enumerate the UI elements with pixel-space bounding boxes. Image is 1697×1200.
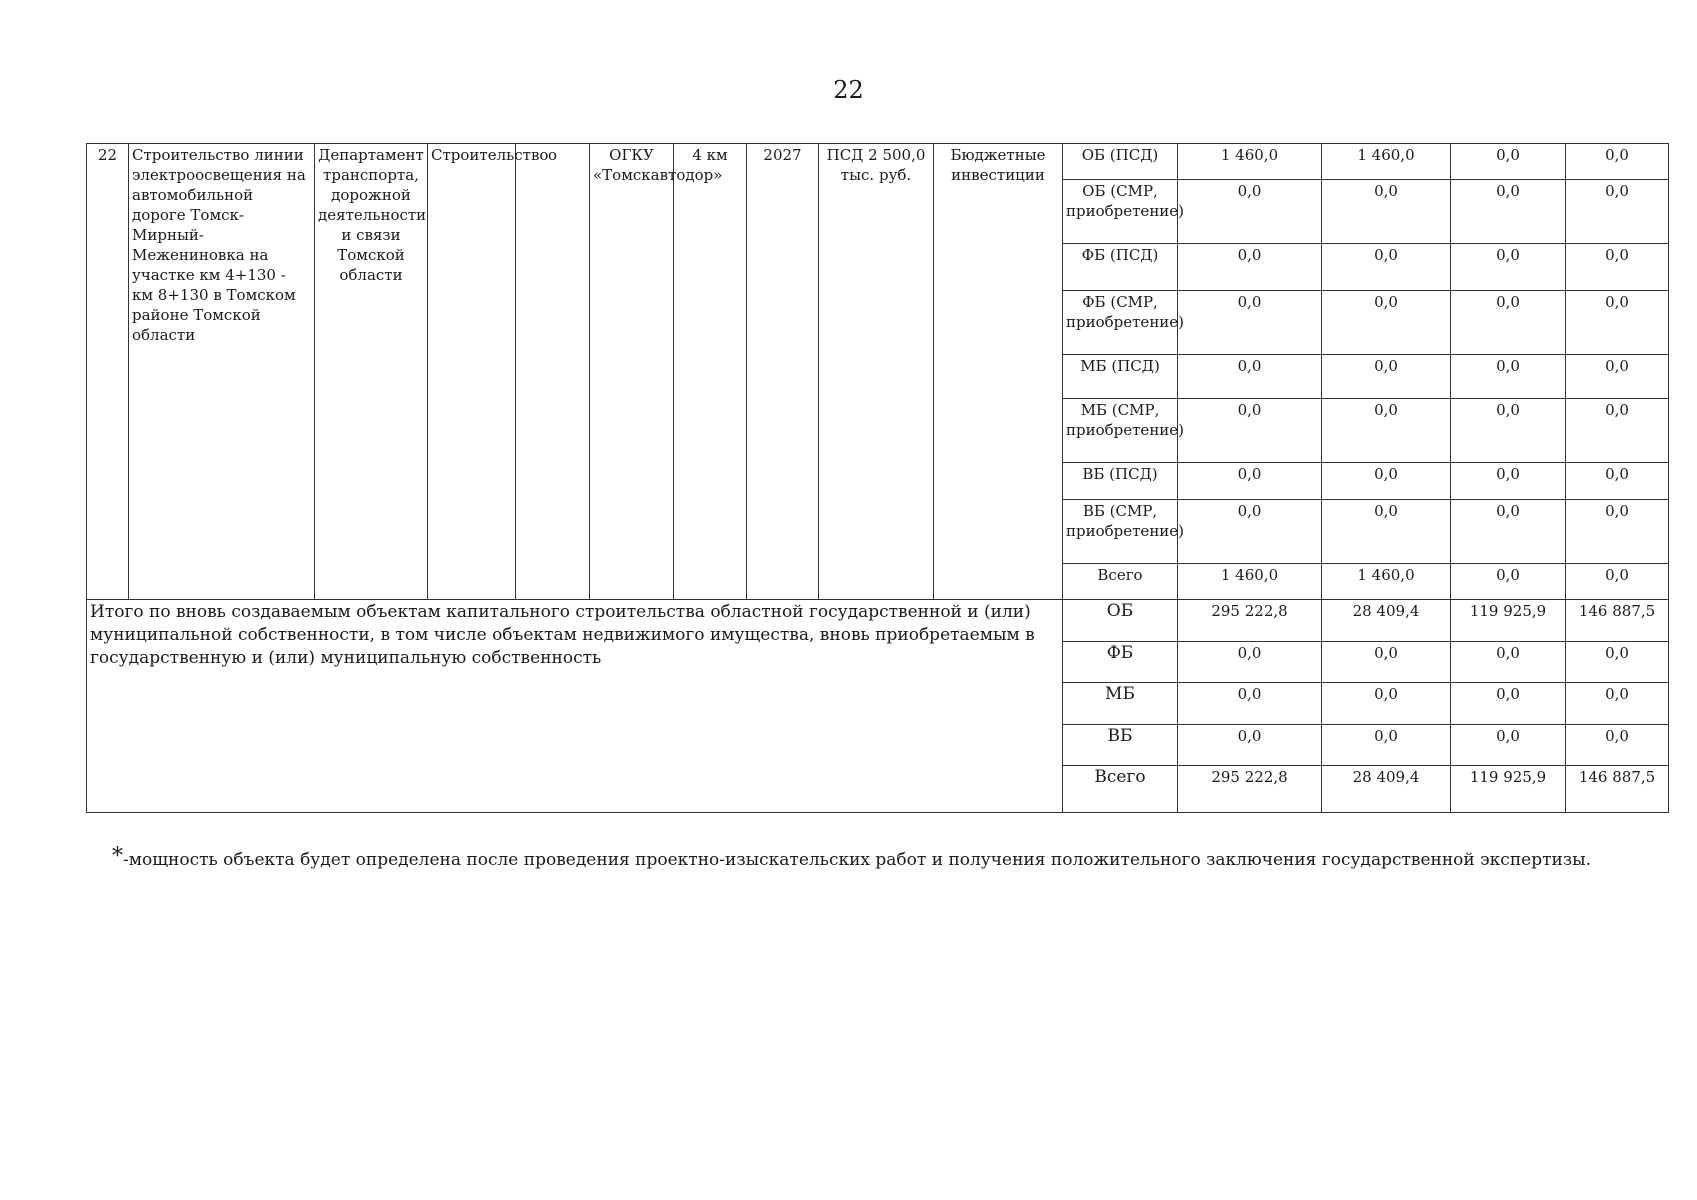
summary-amount-year-2: 0,0 (1451, 683, 1566, 725)
amount-total: 0,0 (1178, 399, 1322, 463)
amount-year-1: 1 460,0 (1322, 564, 1451, 600)
summary-amount-total: 0,0 (1178, 725, 1322, 766)
amount-year-2: 0,0 (1451, 399, 1566, 463)
amount-year-1: 0,0 (1322, 355, 1451, 399)
capacity: 4 км (674, 144, 747, 600)
amount-year-3: 0,0 (1566, 399, 1669, 463)
object-name: Строительство линии электроосвещения на автомобильной дороге Томск-Мирный-Межениновка на участке км 4+130 - км 8+130 в Томском районе Томской области (129, 144, 315, 600)
amount-year-2: 0,0 (1451, 180, 1566, 244)
summary-amount-total: 0,0 (1178, 642, 1322, 683)
funding-source: ВБ (ПСД) (1063, 463, 1178, 500)
funding-source: МБ (СМР, приобретение) (1063, 399, 1178, 463)
summary-amount-year-1: 0,0 (1322, 725, 1451, 766)
amount-year-3: 0,0 (1566, 244, 1669, 291)
amount-total: 1 460,0 (1178, 564, 1322, 600)
work-type: Строительство (428, 144, 516, 600)
footnote-text: -мощность объекта будет определена после проведения проектно-изыскательских работ и получения положительного заключения государственной экспертизы. (123, 850, 1592, 870)
summary-amount-year-2: 119 925,9 (1451, 600, 1566, 642)
amount-year-3: 0,0 (1566, 463, 1669, 500)
summary-amount-total: 295 222,8 (1178, 766, 1322, 813)
summary-amount-year-1: 0,0 (1322, 683, 1451, 725)
amount-year-3: 0,0 (1566, 291, 1669, 355)
investment-form: Бюджетные инвестиции (934, 144, 1063, 600)
amount-total: 0,0 (1178, 180, 1322, 244)
amount-year-3: 0,0 (1566, 144, 1669, 180)
summary-amount-year-3: 146 887,5 (1566, 600, 1669, 642)
amount-year-1: 0,0 (1322, 399, 1451, 463)
object-number: 22 (87, 144, 129, 600)
summary-amount-year-3: 0,0 (1566, 642, 1669, 683)
summary-amount-year-3: 146 887,5 (1566, 766, 1669, 813)
amount-year-2: 0,0 (1451, 244, 1566, 291)
summary-funding-source: Всего (1063, 766, 1178, 813)
responsible-department: Департамент транспорта, дорожной деятельности и связи Томской области (315, 144, 428, 600)
amount-year-2: 0,0 (1451, 144, 1566, 180)
summary-funding-source: ФБ (1063, 642, 1178, 683)
summary-amount-year-1: 28 409,4 (1322, 600, 1451, 642)
amount-total: 0,0 (1178, 463, 1322, 500)
amount-year-1: 0,0 (1322, 180, 1451, 244)
footnote (112, 846, 1591, 871)
funding-source: ФБ (ПСД) (1063, 244, 1178, 291)
amount-year-3: 0,0 (1566, 564, 1669, 600)
amount-year-3: 0,0 (1566, 355, 1669, 399)
property-form: о (516, 144, 590, 600)
summary-label: Итого по вновь создаваемым объектам капитального строительства областной государственной и (или) муниципальной собственности, в том числе объектам недвижимого имущества, вновь приобретаемым в государственную и (или) муниципальную собственность (87, 600, 1063, 813)
summary-amount-year-3: 0,0 (1566, 725, 1669, 766)
funding-source: ОБ (СМР, приобретение) (1063, 180, 1178, 244)
customer: ОГКУ «Томскавтодор» (590, 144, 674, 600)
summary-funding-source: ВБ (1063, 725, 1178, 766)
summary-amount-year-1: 0,0 (1322, 642, 1451, 683)
amount-year-3: 0,0 (1566, 180, 1669, 244)
amount-year-1: 0,0 (1322, 244, 1451, 291)
funding-source: ВБ (СМР, приобретение) (1063, 500, 1178, 564)
page-number: 22 (833, 76, 864, 104)
summary-amount-total: 0,0 (1178, 683, 1322, 725)
capital-construction-table (86, 143, 1669, 813)
summary-amount-year-2: 119 925,9 (1451, 766, 1566, 813)
funding-source: ФБ (СМР, приобретение) (1063, 291, 1178, 355)
amount-year-1: 0,0 (1322, 500, 1451, 564)
summary-funding-source: МБ (1063, 683, 1178, 725)
summary-amount-total: 295 222,8 (1178, 600, 1322, 642)
funding-source: Всего (1063, 564, 1178, 600)
completion-year: 2027 (747, 144, 819, 600)
amount-year-2: 0,0 (1451, 355, 1566, 399)
summary-amount-year-2: 0,0 (1451, 642, 1566, 683)
amount-year-2: 0,0 (1451, 564, 1566, 600)
estimated-cost: ПСД 2 500,0 тыс. руб. (819, 144, 934, 600)
summary-amount-year-3: 0,0 (1566, 683, 1669, 725)
footnote-marker: * (112, 844, 123, 869)
amount-year-2: 0,0 (1451, 291, 1566, 355)
amount-year-1: 1 460,0 (1322, 144, 1451, 180)
amount-total: 0,0 (1178, 291, 1322, 355)
summary-amount-year-1: 28 409,4 (1322, 766, 1451, 813)
amount-year-3: 0,0 (1566, 500, 1669, 564)
amount-year-2: 0,0 (1451, 500, 1566, 564)
amount-total: 0,0 (1178, 500, 1322, 564)
amount-year-1: 0,0 (1322, 463, 1451, 500)
funding-source: МБ (ПСД) (1063, 355, 1178, 399)
amount-year-2: 0,0 (1451, 463, 1566, 500)
funding-source: ОБ (ПСД) (1063, 144, 1178, 180)
amount-year-1: 0,0 (1322, 291, 1451, 355)
summary-funding-source: ОБ (1063, 600, 1178, 642)
amount-total: 0,0 (1178, 355, 1322, 399)
amount-total: 1 460,0 (1178, 144, 1322, 180)
summary-amount-year-2: 0,0 (1451, 725, 1566, 766)
amount-total: 0,0 (1178, 244, 1322, 291)
